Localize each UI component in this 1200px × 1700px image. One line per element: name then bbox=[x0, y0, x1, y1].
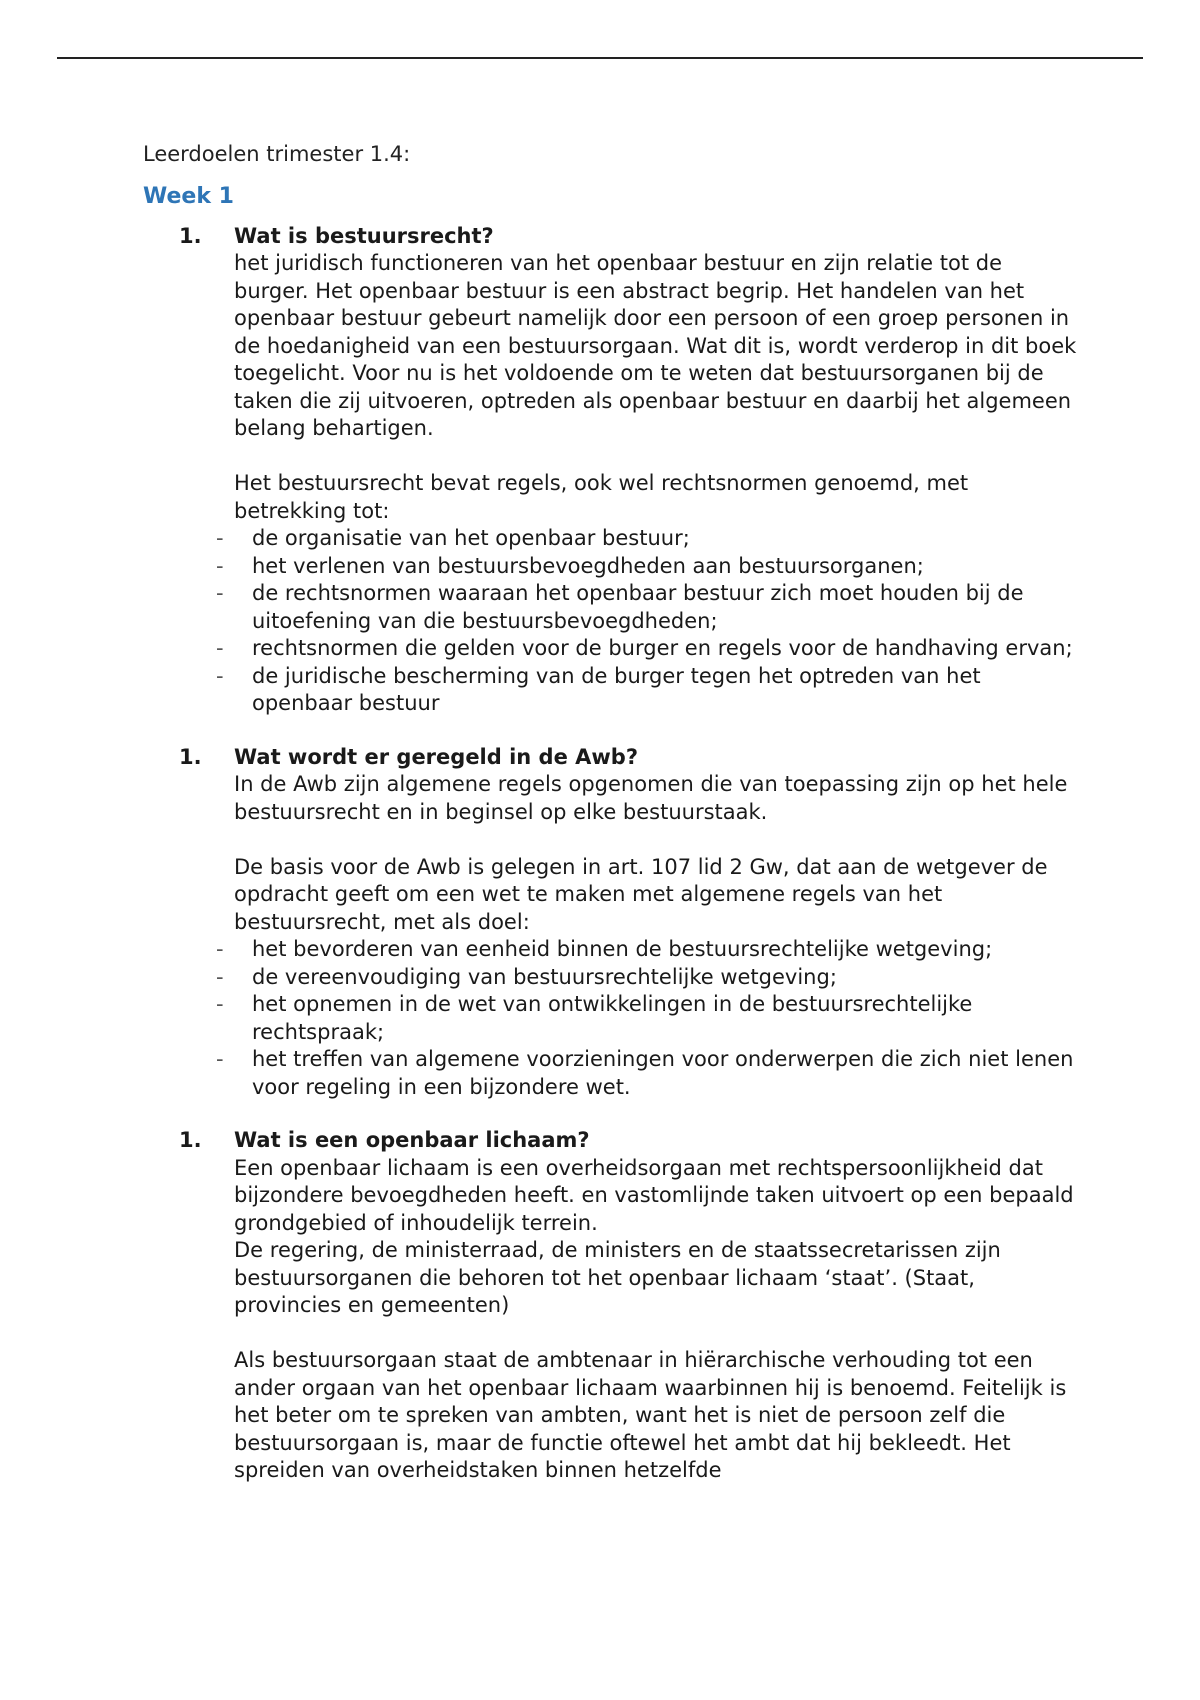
bullet-dash: - bbox=[216, 526, 224, 550]
bullet-list bbox=[216, 525, 1083, 718]
bullet-dash: - bbox=[216, 964, 224, 989]
section-number: 1. bbox=[179, 1128, 202, 1152]
section-question: Wat wordt er geregeld in de Awb? bbox=[234, 744, 639, 769]
section-question: Wat is een openbaar lichaam? bbox=[234, 1128, 590, 1152]
section-paragraph: Een openbaar lichaam is een overheidsorgaan met rechtspersoonlijkheid dat bijzondere bevoegdheden heeft. en vastomlijnde taken uitvoert op een bepaald grondgebied of inhoudelijk terrein. bbox=[234, 1155, 1074, 1235]
section-bestuursrecht bbox=[143, 223, 1083, 718]
section-question: Wat is bestuursrecht? bbox=[234, 223, 494, 248]
bullet-dash: - bbox=[216, 553, 224, 578]
bullet-dash: - bbox=[216, 636, 224, 660]
section-paragraph: In de Awb zijn algemene regels opgenomen die van toepassing zijn op het hele bestuursrecht en in beginsel op elke bestuurstaak. bbox=[234, 772, 1068, 824]
list-item: - de organisatie van het openbaar bestuur; bbox=[234, 525, 1083, 553]
list-item: - de rechtsnormen waaraan het openbaar bestuur zich moet houden bij de uitoefening van die bestuursbevoegdheden; bbox=[216, 581, 1024, 633]
header-rule bbox=[57, 57, 1143, 59]
list-item: - rechtsnormen die gelden voor de burger en regels voor de handhaving ervan; bbox=[234, 635, 1083, 663]
list-item: - het bevorderen van eenheid binnen de bestuursrechtelijke wetgeving; bbox=[234, 936, 1083, 964]
bullet-dash: - bbox=[216, 992, 224, 1016]
list-item: - het treffen van algemene voorzieningen voor onderwerpen die zich niet lenen voor regeling in een bijzondere wet. bbox=[216, 1047, 1074, 1099]
section-awb bbox=[143, 744, 1083, 1102]
bullet-list bbox=[216, 936, 1083, 1101]
document-body bbox=[143, 141, 1083, 1485]
section-paragraph: Als bestuursorgaan staat de ambtenaar in hiërarchische verhouding tot een ander orgaan van het openbaar lichaam waarbinnen hij is benoemd. Feitelijk is het beter om te spreken van ambten, want het is niet de persoon zelf die bestuursorgaan is, maar de functie oftewel het ambt dat hij bekleedt. Het spreiden van overheidstaken binnen hetzelfde bbox=[234, 1348, 1067, 1482]
section-paragraph: het juridisch functioneren van het openbaar bestuur en zijn relatie tot de burger. Het openbaar bestuur is een abstract begrip. Het handelen van het openbaar bestuur gebeurt namelijk door een persoon of een groep personen in de hoedanigheid van een bestuursorgaan. Wat dit is, wordt verderop in dit boek toegelicht. Voor nu is het voldoende om te weten dat bestuursorganen bij de taken die zij uitvoeren, optreden als openbaar bestuur en daarbij het algemeen belang behartigen. bbox=[234, 251, 1077, 440]
list-item: - de juridische bescherming van de burger tegen het optreden van het openbaar bestuur bbox=[216, 663, 981, 715]
intro-line: Leerdoelen trimester 1.4: bbox=[143, 142, 411, 166]
list-item: - het opnemen in de wet van ontwikkelingen in de bestuursrechtelijke rechtspraak; bbox=[216, 992, 973, 1044]
bullet-dash: - bbox=[216, 663, 224, 688]
bullet-dash: - bbox=[216, 581, 224, 605]
section-paragraph: De regering, de ministerraad, de ministers en de staatssecretarissen zijn bestuursorganen die behoren tot het openbaar lichaam ‘staat’. (Staat, provincies en gemeenten) bbox=[234, 1238, 1001, 1317]
section-number: 1. bbox=[179, 223, 202, 248]
section-openbaar-lichaam bbox=[143, 1127, 1083, 1485]
section-number: 1. bbox=[179, 744, 202, 769]
list-item: - het verlenen van bestuursbevoegdheden aan bestuursorganen; bbox=[234, 553, 1083, 581]
bullet-dash: - bbox=[216, 937, 224, 961]
section-paragraph: Het bestuursrecht bevat regels, ook wel rechtsnormen genoemd, met betrekking tot: bbox=[234, 471, 969, 523]
week-heading: Week 1 bbox=[143, 183, 234, 209]
section-paragraph: De basis voor de Awb is gelegen in art. 107 lid 2 Gw, dat aan de wetgever de opdracht geeft om een wet te maken met algemene regels van het bestuursrecht, met als doel: bbox=[234, 854, 1048, 934]
list-item: - de vereenvoudiging van bestuursrechtelijke wetgeving; bbox=[234, 964, 1083, 992]
bullet-dash: - bbox=[216, 1047, 224, 1071]
